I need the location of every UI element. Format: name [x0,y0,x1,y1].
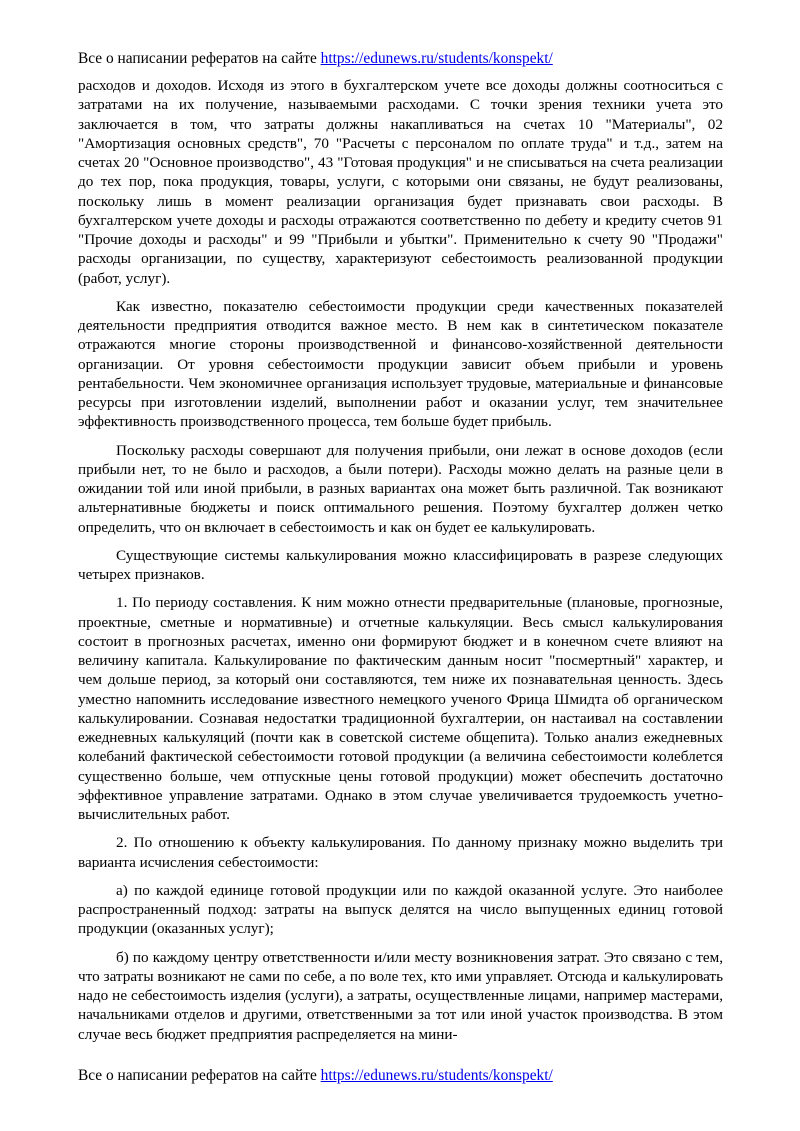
footer-text: Все о написании рефератов на сайте [78,1067,317,1084]
paragraph-6: 2. По отношению к объекту калькулирования. По данному признаку можно выделить три варианта исчисления себестоимости: [78,834,723,871]
paragraph-8: б) по каждому центру ответственности и/или месту возникновения затрат. Это связано с тем, что затраты возникают не сами по себе, а по воле тех, кто ими управляет. Отсюда и калькулировать надо не себестоимость изделия (услуги), а затраты, осуществленные лицами, например мастерами, начальниками отделов и другими, ответственными за тот или иной участок производства. В этом случае весь бюджет предприятия распределяется на мини- [78,948,723,1043]
paragraph-2: Как известно, показателю себестоимости продукции среди качественных показателей деятельности предприятия отводится важное место. В нем как в синтетическом показателе отражаются многие стороны производственной и финансово-хозяйственной деятельности организации. От уровня себестоимости продукции зависит объем прибыли и уровень рентабельности. Чем экономичнее организация использует трудовые, материальные и финансовые ресурсы при изготовлении изделий, выполнении работ и оказании услуг, тем значительнее эффективность производственного процесса, тем больше будет прибыль. [78,297,723,431]
header-text: Все о написании рефератов на сайте [78,50,317,67]
paragraph-4: Существующие системы калькулирования можно классифицировать в разрезе следующих четырех признаков. [78,546,723,583]
document-body [78,76,723,1053]
page-footer [78,1066,553,1086]
footer-link[interactable]: https://edunews.ru/students/konspekt/ [320,1067,553,1084]
paragraph-1: расходов и доходов. Исходя из этого в бухгалтерском учете все доходы должны соотноситься с затратами на их получение, называемыми расходами. С точки зрения техники учета это заключается в том, что затраты должны накапливаться на счетах 10 "Материалы", 02 "Амортизация основных средств", 70 "Расчеты с персоналом по оплате труда" и т.д., затем на счетах 20 "Основное производство", 43 "Готовая продукция" и не списываться на счета реализации до тех пор, пока продукция, товары, услуги, с которыми они связаны, не будут реализованы, поскольку лишь в момент реализации организация будет признавать свои расходы. В бухгалтерском учете доходы и расходы отражаются соответственно по дебету и кредиту счетов 91 "Прочие доходы и расходы" и 99 "Прибыли и убытки". Применительно к счету 90 "Продажи" расходы организации, по существу, характеризуют себестоимость реализованной продукции (работ, услуг). [78,77,723,287]
paragraph-7: а) по каждой единице готовой продукции или по каждой оказанной услуге. Это наиболее распространенный подход: затраты на выпуск делятся на число выпущенных единиц готовой продукции (оказанных услуг); [78,881,723,938]
page-header [78,49,553,69]
paragraph-5: 1. По периоду составления. К ним можно отнести предварительные (плановые, прогнозные, проектные, сметные и нормативные) и отчетные калькуляции. Весь смысл калькулирования состоит в прогнозных расчетах, именно они формируют бюджет и в конечном счете влияют на величину капитала. Калькулирование по фактическим данным носит "посмертный" характер, и чем дольше период, за который они составляются, тем ниже их познавательная ценность. Здесь уместно напомнить исследование известного немецкого ученого Фрица Шмидта об органическом калькулировании. Сознавая недостатки традиционной бухгалтерии, он настаивал на составлении ежедневных калькуляций (почти как в советской системе общепита). Только анализ ежедневных колебаний фактической себестоимости готовой продукции (а величина себестоимости колеблется существенно больше, чем отпускные цены готовой продукции) может обеспечить достаточно эффективное управление затратами. Однако в этом случае увеличивается трудоемкость учетно-вычислительных работ. [78,594,723,823]
header-link[interactable]: https://edunews.ru/students/konspekt/ [320,50,553,67]
paragraph-3: Поскольку расходы совершают для получения прибыли, они лежат в основе доходов (если прибыли нет, то не было и расходов, а были потери). Расходы можно делать на разные цели в ожидании той или иной прибыли, в разных вариантах она может быть различной. Так возникают альтернативные бюджеты и поиск оптимального решения. Поэтому бухгалтер должен четко определить, что он включает в себестоимость и как он будет ее калькулировать. [78,441,723,536]
